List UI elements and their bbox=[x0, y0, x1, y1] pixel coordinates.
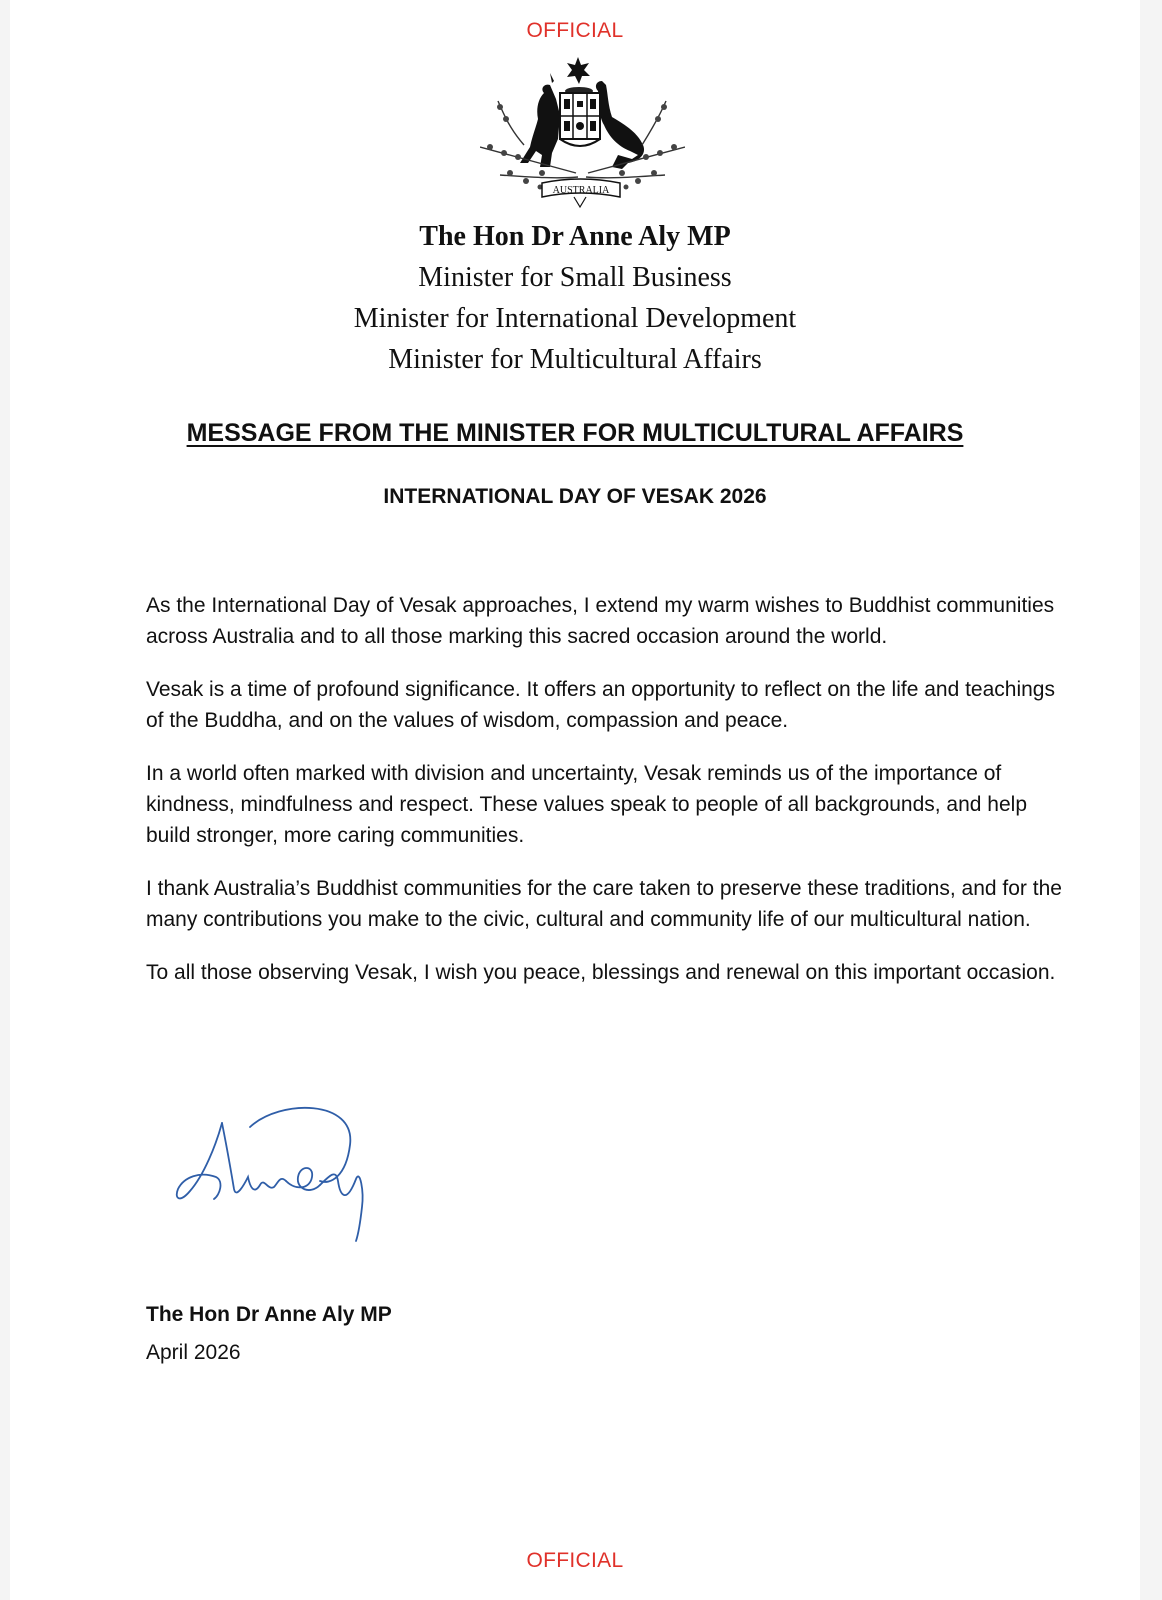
body-paragraph: To all those observing Vesak, I wish you peace, blessings and renewal on this important occasion. bbox=[146, 961, 1056, 984]
body-paragraph: Vesak is a time of profound significance. It offers an opportunity to reflect on the life and teachings of the Buddha, and on the values of wisdom, compassion and peace. bbox=[146, 678, 1055, 732]
minister-title: Minister for Multicultural Affairs bbox=[388, 344, 762, 375]
classification-footer: OFFICIAL bbox=[526, 1549, 624, 1572]
classification-header: OFFICIAL bbox=[526, 19, 624, 42]
minister-letterhead bbox=[10, 216, 1140, 380]
body-paragraph: As the International Day of Vesak approaches, I extend my warm wishes to Buddhist communities across Australia and to all those marking this sacred occasion around the world. bbox=[146, 594, 1055, 648]
signoff-block bbox=[146, 1296, 392, 1372]
australian-coat-of-arms-icon bbox=[480, 55, 685, 215]
message-subheading: INTERNATIONAL DAY OF VESAK 2026 bbox=[383, 485, 767, 508]
body-paragraph: I thank Australia’s Buddhist communities for the care taken to preserve these traditions, and for the many contributions you make to the civic, cultural and community life of our multicultural nation. bbox=[146, 877, 1062, 931]
message-heading: MESSAGE FROM THE MINISTER FOR MULTICULTURAL AFFAIRS bbox=[186, 419, 964, 447]
message-body bbox=[146, 590, 1066, 1010]
signatory-name: The Hon Dr Anne Aly MP bbox=[146, 1303, 392, 1326]
minister-title: Minister for Small Business bbox=[418, 262, 732, 293]
minister-title: Minister for International Development bbox=[353, 303, 797, 334]
motto-text: AUSTRALIA bbox=[552, 185, 610, 196]
body-paragraph: In a world often marked with division and uncertainty, Vesak reminds us of the importance of kindness, mindfulness and respect. These values speak to people of all backgrounds, and help build stronger, more caring communities. bbox=[146, 762, 1028, 847]
document-page bbox=[10, 0, 1140, 1600]
minister-name: The Hon Dr Anne Aly MP bbox=[419, 221, 731, 252]
handwritten-signature-icon bbox=[160, 1095, 400, 1255]
signoff-date: April 2026 bbox=[146, 1341, 241, 1364]
